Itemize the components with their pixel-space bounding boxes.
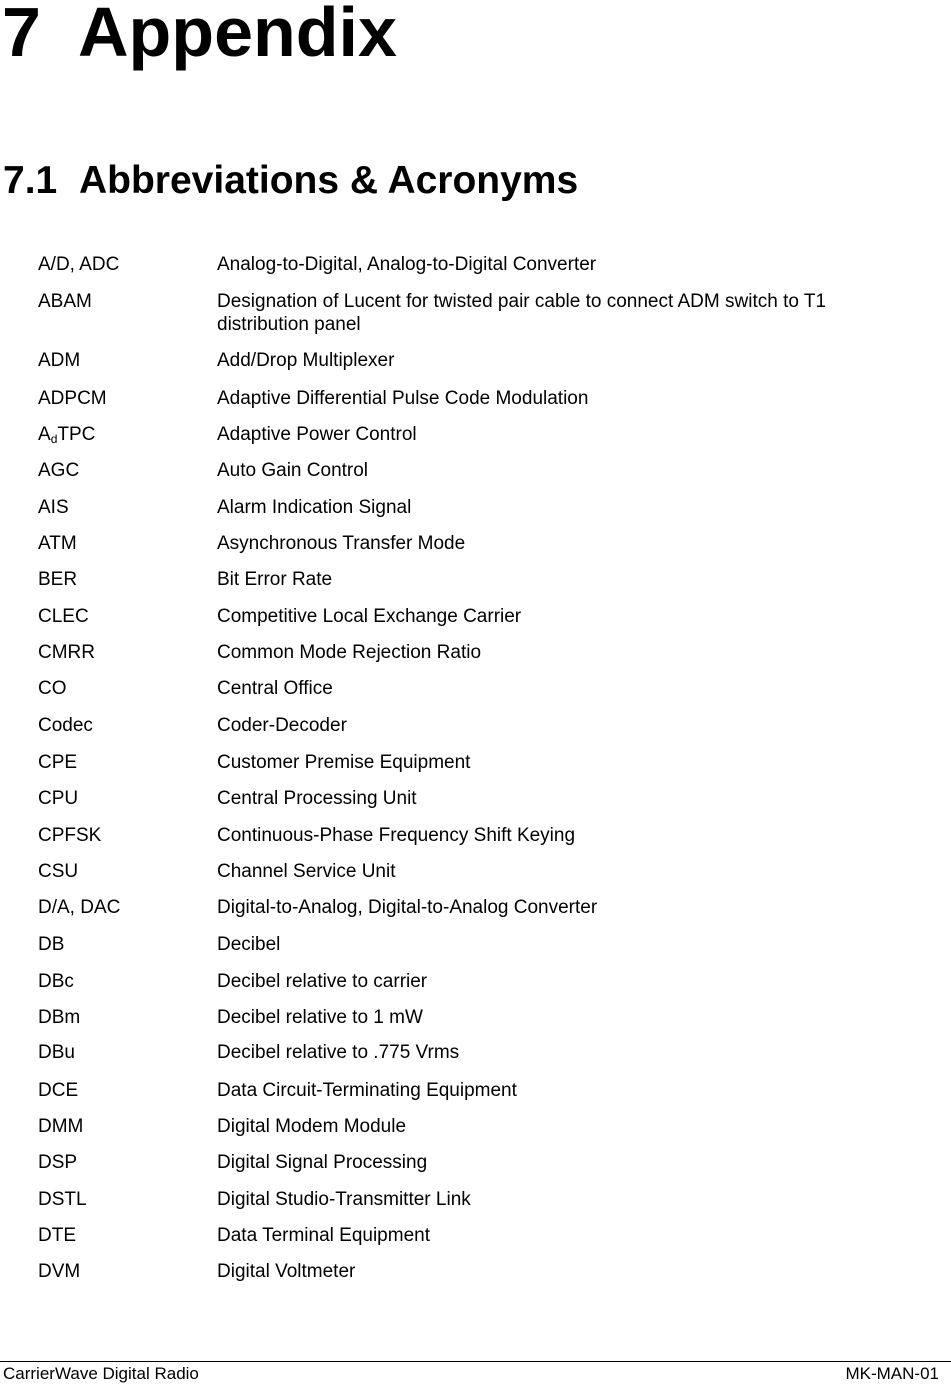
abbreviation-definition: Digital Studio-Transmitter Link xyxy=(217,1189,471,1210)
abbreviation-term: DSP xyxy=(38,1152,78,1173)
abbreviation-term: CLEC xyxy=(38,606,89,627)
section-title: Abbreviations & Acronyms xyxy=(79,159,579,202)
abbreviation-term: DBu xyxy=(38,1042,75,1063)
abbreviation-definition: Common Mode Rejection Ratio xyxy=(217,642,482,663)
footer-doc-code: MK-MAN-01 xyxy=(845,1364,939,1383)
abbreviation-definition: Customer Premise Equipment xyxy=(217,752,471,773)
abbreviation-term: D/A, DAC xyxy=(38,897,121,918)
abbreviation-definition: Digital Modem Module xyxy=(217,1116,407,1137)
chapter-heading xyxy=(2,0,397,72)
abbreviation-definition: Decibel relative to 1 mW xyxy=(217,1007,423,1028)
abbreviation-term: CO xyxy=(38,678,67,699)
abbreviation-term: AGC xyxy=(38,460,80,481)
abbreviation-definition: Data Terminal Equipment xyxy=(217,1225,430,1246)
abbreviation-definition: Analog-to-Digital, Analog-to-Digital Converter xyxy=(217,254,597,275)
abbreviation-definition: Decibel relative to carrier xyxy=(217,971,428,992)
abbreviation-term: CSU xyxy=(38,861,79,882)
abbreviation-definition: Designation of Lucent for twisted pair cable to connect ADM switch to T1 distribution panel xyxy=(217,291,827,335)
footer-divider xyxy=(0,1361,951,1362)
abbreviation-definition: Bit Error Rate xyxy=(217,569,333,590)
abbreviation-term: BER xyxy=(38,569,78,590)
abbreviation-term: DBc xyxy=(38,971,74,992)
abbreviation-definition: Central Processing Unit xyxy=(217,788,417,809)
abbreviation-definition: Digital Signal Processing xyxy=(217,1152,428,1173)
abbreviation-definition: Digital-to-Analog, Digital-to-Analog Converter xyxy=(217,897,598,918)
chapter-number: 7 xyxy=(2,0,41,71)
abbreviation-term: ADM xyxy=(38,350,81,371)
abbreviation-definition: Data Circuit-Terminating Equipment xyxy=(217,1080,517,1101)
abbreviation-term: ATM xyxy=(38,533,77,554)
abbreviation-definition: Coder-Decoder xyxy=(217,715,347,736)
abbreviation-term: CPE xyxy=(38,752,78,773)
abbreviation-definition: Continuous-Phase Frequency Shift Keying xyxy=(217,825,576,846)
section-heading xyxy=(3,158,578,204)
chapter-title: Appendix xyxy=(78,0,397,71)
abbreviation-definition: Asynchronous Transfer Mode xyxy=(217,533,466,554)
section-number: 7.1 xyxy=(3,159,58,202)
abbreviation-term: DB xyxy=(38,934,65,955)
abbreviation-term: ABAM xyxy=(38,291,92,312)
abbreviation-term: A/D, ADC xyxy=(38,254,120,275)
abbreviation-term: DSTL xyxy=(38,1189,87,1210)
abbreviation-definition: Add/Drop Multiplexer xyxy=(217,350,395,371)
abbreviation-definition: Digital Voltmeter xyxy=(217,1261,356,1282)
abbreviation-definition: Auto Gain Control xyxy=(217,460,369,481)
abbreviation-term: DTE xyxy=(38,1225,76,1246)
abbreviation-term: DBm xyxy=(38,1007,81,1028)
abbreviation-definition: Central Office xyxy=(217,678,333,699)
abbreviation-term: DVM xyxy=(38,1261,81,1282)
abbreviation-term: CMRR xyxy=(38,642,95,663)
abbreviation-term: CPU xyxy=(38,788,79,809)
abbreviation-definition: Alarm Indication Signal xyxy=(217,497,412,518)
abbreviation-term: $A_dTPC$ xyxy=(38,424,96,446)
abbreviation-definition: Competitive Local Exchange Carrier xyxy=(217,606,522,627)
abbreviation-term: Codec xyxy=(38,715,93,736)
abbreviation-definition: Decibel relative to .775 Vrms xyxy=(217,1042,460,1063)
abbreviation-definition: Adaptive Power Control xyxy=(217,424,417,445)
abbreviation-term: DMM xyxy=(38,1116,84,1137)
abbreviation-definition: Channel Service Unit xyxy=(217,861,396,882)
abbreviation-term: AIS xyxy=(38,497,69,518)
abbreviation-term: ADPCM xyxy=(38,388,107,409)
abbreviation-definition: Decibel xyxy=(217,934,281,955)
footer-company: CarrierWave Digital Radio xyxy=(3,1364,199,1383)
abbreviation-term: CPFSK xyxy=(38,825,102,846)
abbreviation-term: DCE xyxy=(38,1080,79,1101)
abbreviation-definition: Adaptive Differential Pulse Code Modulation xyxy=(217,388,589,409)
